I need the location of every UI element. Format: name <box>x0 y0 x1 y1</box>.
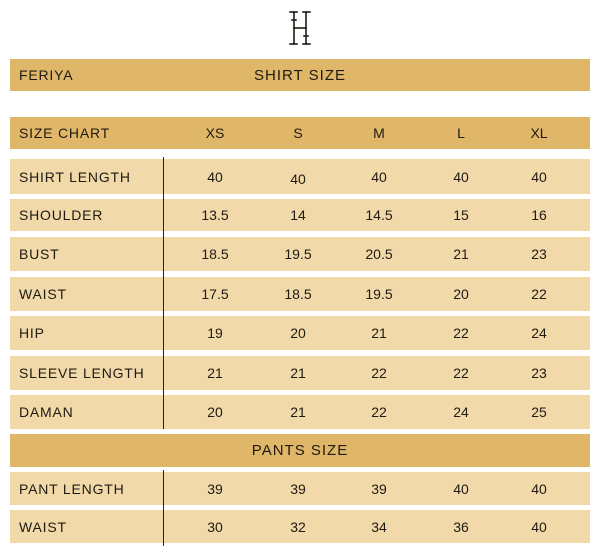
table-row <box>10 472 590 505</box>
table-cell: 24 <box>531 325 547 341</box>
size-header-s: S <box>293 125 303 141</box>
table-cell: 40 <box>531 168 547 185</box>
row-label: PANT LENGTH <box>19 480 125 497</box>
table-row <box>10 316 590 350</box>
table-row <box>10 237 590 271</box>
table-cell: 24 <box>453 404 469 420</box>
table-row <box>10 510 590 543</box>
shirt-size-title: SHIRT SIZE <box>254 66 346 84</box>
column-divider <box>163 157 164 429</box>
table-cell: 13.5 <box>201 207 229 223</box>
table-cell: 15 <box>453 207 469 223</box>
table-cell: 23 <box>531 365 547 381</box>
table-row <box>10 199 590 231</box>
table-cell: 39 <box>371 480 387 497</box>
table-cell: 18.5 <box>284 286 312 302</box>
table-cell: 20.5 <box>365 246 393 262</box>
table-cell: 21 <box>290 365 306 381</box>
table-cell: 22 <box>531 286 547 302</box>
row-label: SLEEVE LENGTH <box>19 365 145 381</box>
shirt-size-title-band <box>10 59 590 91</box>
size-header-l: L <box>457 125 465 141</box>
table-cell: 21 <box>290 404 306 420</box>
table-cell: 18.5 <box>201 246 229 262</box>
table-row <box>10 159 590 194</box>
table-cell: 23 <box>531 246 547 262</box>
table-cell: 21 <box>453 246 469 262</box>
table-cell: 30 <box>207 518 223 535</box>
table-cell: 20 <box>290 325 306 341</box>
size-header-xs: XS <box>205 125 225 141</box>
table-cell: 40 <box>453 168 469 185</box>
pants-size-title-band <box>10 434 590 467</box>
table-cell: 32 <box>290 518 306 535</box>
row-label: SHIRT LENGTH <box>19 168 131 185</box>
size-chart-header <box>10 117 590 149</box>
table-cell: 40 <box>453 480 469 497</box>
pants-size-title: PANTS SIZE <box>251 442 349 459</box>
table-cell: 16 <box>531 207 547 223</box>
brand-name: FERIYA <box>19 67 74 83</box>
table-cell: 21 <box>371 325 387 341</box>
table-cell: 34 <box>371 518 387 535</box>
column-divider <box>163 470 164 546</box>
table-cell: 25 <box>531 404 547 420</box>
table-cell: 14 <box>290 207 306 223</box>
row-label: WAIST <box>19 286 67 302</box>
table-cell: 40 <box>531 480 547 497</box>
table-cell: 20 <box>453 286 469 302</box>
size-chart-label: SIZE CHART <box>19 125 110 141</box>
row-label: HIP <box>19 325 45 341</box>
table-cell: 21 <box>207 365 223 381</box>
table-cell: 36 <box>453 518 469 535</box>
table-cell: 19 <box>207 325 223 341</box>
table-row <box>10 395 590 429</box>
table-cell: 40 <box>531 518 547 535</box>
table-row <box>10 356 590 390</box>
row-label: DAMAN <box>19 404 74 420</box>
table-cell: 20 <box>207 404 223 420</box>
table-cell: 40 <box>207 168 223 185</box>
table-cell: 22 <box>453 365 469 381</box>
table-cell: 22 <box>371 365 387 381</box>
table-cell: 19.5 <box>365 286 393 302</box>
table-cell: 39 <box>290 480 306 497</box>
table-cell: 19.5 <box>284 246 312 262</box>
table-cell: 22 <box>371 404 387 420</box>
table-cell: 40 <box>290 170 306 187</box>
table-cell: 22 <box>453 325 469 341</box>
table-cell: 14.5 <box>365 207 393 223</box>
size-header-m: M <box>373 125 385 141</box>
size-header-xl: XL <box>530 125 548 141</box>
row-label: BUST <box>19 246 60 262</box>
table-cell: 17.5 <box>201 286 229 302</box>
row-label: WAIST <box>19 518 67 535</box>
table-row <box>10 277 590 311</box>
row-label: SHOULDER <box>19 207 104 223</box>
brand-logo-icon <box>285 8 315 48</box>
table-cell: 40 <box>371 168 387 185</box>
table-cell: 39 <box>207 480 223 497</box>
